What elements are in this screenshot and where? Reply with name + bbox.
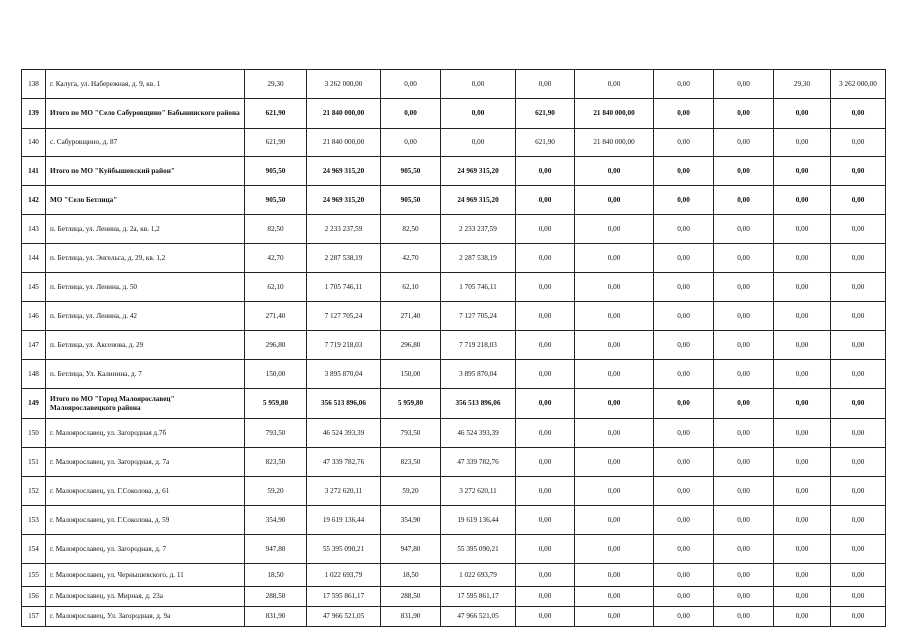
value-cell: 0,00 <box>441 99 516 129</box>
value-cell: 0,00 <box>654 99 714 129</box>
value-cell: 0,00 <box>774 477 831 506</box>
table-row <box>22 331 886 360</box>
value-cell: 19 619 136,44 <box>307 506 381 535</box>
value-cell: 2 287 538,19 <box>307 244 381 273</box>
value-cell: 2 233 237,59 <box>441 215 516 244</box>
value-cell: 0,00 <box>516 477 575 506</box>
value-cell: 0,00 <box>654 331 714 360</box>
value-cell: 29,30 <box>774 70 831 99</box>
value-cell: 24 969 315,20 <box>307 157 381 186</box>
value-cell: 0,00 <box>774 587 831 607</box>
table-row <box>22 419 886 448</box>
value-cell: 271,40 <box>381 302 441 331</box>
value-cell: 0,00 <box>774 186 831 215</box>
row-number-cell: 144 <box>22 244 46 273</box>
address-cell: п. Бетлица, ул. Ленина, д. 42 <box>46 302 245 331</box>
row-number-cell: 138 <box>22 70 46 99</box>
value-cell: 47 339 782,76 <box>307 448 381 477</box>
address-cell: г. Малоярославец, ул. Чернышевского, д. 11 <box>46 564 245 587</box>
value-cell: 0,00 <box>774 331 831 360</box>
value-cell: 0,00 <box>774 389 831 419</box>
value-cell: 0,00 <box>516 564 575 587</box>
value-cell: 621,90 <box>245 129 307 157</box>
value-cell: 0,00 <box>516 506 575 535</box>
value-cell: 0,00 <box>714 99 774 129</box>
value-cell: 905,50 <box>245 157 307 186</box>
value-cell: 0,00 <box>516 70 575 99</box>
value-cell: 2 233 237,59 <box>307 215 381 244</box>
address-cell: Итого по МО "Город Малоярославец" Малоярославецкого района <box>46 389 245 419</box>
value-cell: 0,00 <box>654 70 714 99</box>
value-cell: 0,00 <box>654 477 714 506</box>
value-cell: 0,00 <box>516 244 575 273</box>
value-cell: 0,00 <box>774 302 831 331</box>
row-number-cell: 148 <box>22 360 46 389</box>
value-cell: 0,00 <box>575 506 654 535</box>
value-cell: 62,10 <box>245 273 307 302</box>
row-number-cell: 157 <box>22 607 46 627</box>
value-cell: 0,00 <box>714 564 774 587</box>
value-cell: 0,00 <box>831 389 886 419</box>
value-cell: 21 840 000,00 <box>575 99 654 129</box>
value-cell: 0,00 <box>714 129 774 157</box>
table-row <box>22 244 886 273</box>
value-cell: 0,00 <box>831 99 886 129</box>
table-row <box>22 273 886 302</box>
value-cell: 831,90 <box>381 607 441 627</box>
value-cell: 0,00 <box>714 448 774 477</box>
value-cell: 0,00 <box>575 157 654 186</box>
table-row <box>22 215 886 244</box>
value-cell: 0,00 <box>831 273 886 302</box>
row-number-cell: 142 <box>22 186 46 215</box>
address-cell: МО "Село Бетлица" <box>46 186 245 215</box>
row-number-cell: 154 <box>22 535 46 564</box>
value-cell: 42,70 <box>245 244 307 273</box>
table-row <box>22 129 886 157</box>
value-cell: 0,00 <box>575 419 654 448</box>
row-number-cell: 146 <box>22 302 46 331</box>
value-cell: 0,00 <box>516 535 575 564</box>
value-cell: 0,00 <box>831 129 886 157</box>
value-cell: 288,50 <box>245 587 307 607</box>
value-cell: 0,00 <box>831 360 886 389</box>
value-cell: 7 719 218,03 <box>307 331 381 360</box>
value-cell: 0,00 <box>654 244 714 273</box>
address-cell: г. Малоярославец, ул. Загородная, д. 7 <box>46 535 245 564</box>
value-cell: 0,00 <box>714 587 774 607</box>
value-cell: 0,00 <box>516 273 575 302</box>
value-cell: 0,00 <box>575 389 654 419</box>
value-cell: 59,20 <box>245 477 307 506</box>
value-cell: 621,90 <box>516 129 575 157</box>
value-cell: 354,90 <box>245 506 307 535</box>
table-row <box>22 607 886 627</box>
value-cell: 0,00 <box>714 389 774 419</box>
value-cell: 0,00 <box>774 564 831 587</box>
value-cell: 82,50 <box>245 215 307 244</box>
table-row <box>22 477 886 506</box>
value-cell: 793,50 <box>381 419 441 448</box>
value-cell: 0,00 <box>654 564 714 587</box>
value-cell: 0,00 <box>831 186 886 215</box>
value-cell: 296,80 <box>245 331 307 360</box>
value-cell: 0,00 <box>575 360 654 389</box>
value-cell: 0,00 <box>516 186 575 215</box>
value-cell: 3 272 620,11 <box>441 477 516 506</box>
value-cell: 356 513 896,06 <box>441 389 516 419</box>
address-cell: п. Бетлица, ул. Энгельса, д. 29, кв. 1,2 <box>46 244 245 273</box>
value-cell: 0,00 <box>654 129 714 157</box>
row-number-cell: 147 <box>22 331 46 360</box>
value-cell: 0,00 <box>516 448 575 477</box>
address-cell: г. Малоярославец, ул. Г.Соколова, д. 59 <box>46 506 245 535</box>
address-cell: Итого по МО "Куйбышевский район" <box>46 157 245 186</box>
value-cell: 0,00 <box>575 186 654 215</box>
value-cell: 0,00 <box>654 157 714 186</box>
value-cell: 0,00 <box>516 419 575 448</box>
value-cell: 621,90 <box>516 99 575 129</box>
table-row <box>22 186 886 215</box>
value-cell: 793,50 <box>245 419 307 448</box>
value-cell: 24 969 315,20 <box>441 186 516 215</box>
row-number-cell: 152 <box>22 477 46 506</box>
row-number-cell: 155 <box>22 564 46 587</box>
value-cell: 0,00 <box>714 477 774 506</box>
value-cell: 21 840 000,00 <box>575 129 654 157</box>
value-cell: 0,00 <box>831 302 886 331</box>
value-cell: 2 287 538,19 <box>441 244 516 273</box>
value-cell: 150,00 <box>245 360 307 389</box>
value-cell: 0,00 <box>654 535 714 564</box>
value-cell: 0,00 <box>714 273 774 302</box>
address-cell: г. Малоярославец, ул. Мирная, д. 23а <box>46 587 245 607</box>
value-cell: 0,00 <box>654 419 714 448</box>
value-cell: 905,50 <box>245 186 307 215</box>
value-cell: 0,00 <box>575 448 654 477</box>
value-cell: 0,00 <box>831 448 886 477</box>
address-cell: г. Малоярославец, Ул. Загородная, д. 9а <box>46 607 245 627</box>
table-row <box>22 448 886 477</box>
value-cell: 59,20 <box>381 477 441 506</box>
row-number-cell: 149 <box>22 389 46 419</box>
value-cell: 0,00 <box>441 129 516 157</box>
table-row <box>22 564 886 587</box>
value-cell: 47 966 521,05 <box>441 607 516 627</box>
row-number-cell: 153 <box>22 506 46 535</box>
value-cell: 905,50 <box>381 157 441 186</box>
value-cell: 0,00 <box>774 157 831 186</box>
value-cell: 0,00 <box>714 535 774 564</box>
value-cell: 0,00 <box>654 506 714 535</box>
value-cell: 0,00 <box>774 360 831 389</box>
row-number-cell: 143 <box>22 215 46 244</box>
row-number-cell: 140 <box>22 129 46 157</box>
value-cell: 0,00 <box>774 129 831 157</box>
address-cell: г. Малоярославец, ул. Г.Соколова, д. 61 <box>46 477 245 506</box>
value-cell: 150,00 <box>381 360 441 389</box>
value-cell: 823,50 <box>381 448 441 477</box>
value-cell: 55 395 090,21 <box>441 535 516 564</box>
value-cell: 0,00 <box>714 186 774 215</box>
value-cell: 62,10 <box>381 273 441 302</box>
value-cell: 0,00 <box>774 419 831 448</box>
value-cell: 0,00 <box>654 302 714 331</box>
value-cell: 0,00 <box>516 587 575 607</box>
value-cell: 0,00 <box>575 331 654 360</box>
row-number-cell: 156 <box>22 587 46 607</box>
value-cell: 1 022 693,79 <box>307 564 381 587</box>
value-cell: 0,00 <box>831 535 886 564</box>
value-cell: 0,00 <box>575 607 654 627</box>
data-table <box>21 69 886 627</box>
value-cell: 0,00 <box>575 273 654 302</box>
value-cell: 0,00 <box>381 99 441 129</box>
table-row <box>22 360 886 389</box>
value-cell: 18,50 <box>245 564 307 587</box>
value-cell: 947,80 <box>245 535 307 564</box>
table-row <box>22 535 886 564</box>
value-cell: 21 840 000,00 <box>307 99 381 129</box>
value-cell: 24 969 315,20 <box>441 157 516 186</box>
value-cell: 0,00 <box>516 157 575 186</box>
value-cell: 0,00 <box>831 419 886 448</box>
value-cell: 621,90 <box>245 99 307 129</box>
value-cell: 17 595 861,17 <box>441 587 516 607</box>
address-cell: п. Бетлица, ул. Аксенова, д. 29 <box>46 331 245 360</box>
value-cell: 0,00 <box>516 389 575 419</box>
value-cell: 0,00 <box>831 607 886 627</box>
value-cell: 0,00 <box>654 587 714 607</box>
value-cell: 0,00 <box>575 564 654 587</box>
value-cell: 0,00 <box>774 244 831 273</box>
value-cell: 47 339 782,76 <box>441 448 516 477</box>
value-cell: 0,00 <box>831 215 886 244</box>
value-cell: 46 524 393,39 <box>441 419 516 448</box>
value-cell: 271,40 <box>245 302 307 331</box>
value-cell: 21 840 000,00 <box>307 129 381 157</box>
row-number-cell: 139 <box>22 99 46 129</box>
value-cell: 831,90 <box>245 607 307 627</box>
value-cell: 0,00 <box>575 70 654 99</box>
value-cell: 5 959,80 <box>381 389 441 419</box>
address-cell: г. Малоярославец, ул. Загородная, д. 7а <box>46 448 245 477</box>
value-cell: 3 262 000,00 <box>831 70 886 99</box>
value-cell: 356 513 896,06 <box>307 389 381 419</box>
address-cell: п. Бетлица, ул. Ленина, д. 2а, кв. 1,2 <box>46 215 245 244</box>
value-cell: 0,00 <box>831 244 886 273</box>
value-cell: 905,50 <box>381 186 441 215</box>
value-cell: 0,00 <box>654 360 714 389</box>
value-cell: 46 524 393,39 <box>307 419 381 448</box>
value-cell: 24 969 315,20 <box>307 186 381 215</box>
value-cell: 29,30 <box>245 70 307 99</box>
table-row <box>22 157 886 186</box>
value-cell: 3 272 620,11 <box>307 477 381 506</box>
table-row <box>22 302 886 331</box>
table-body <box>22 70 886 627</box>
value-cell: 0,00 <box>654 186 714 215</box>
value-cell: 288,50 <box>381 587 441 607</box>
value-cell: 19 619 136,44 <box>441 506 516 535</box>
value-cell: 823,50 <box>245 448 307 477</box>
value-cell: 0,00 <box>831 157 886 186</box>
value-cell: 1 705 746,11 <box>307 273 381 302</box>
value-cell: 0,00 <box>714 360 774 389</box>
address-cell: Итого по МО "Село Сабуровщино" Бабынинского района <box>46 99 245 129</box>
value-cell: 17 595 861,17 <box>307 587 381 607</box>
value-cell: 0,00 <box>831 564 886 587</box>
table-row <box>22 506 886 535</box>
table-row <box>22 70 886 99</box>
row-number-cell: 145 <box>22 273 46 302</box>
value-cell: 354,90 <box>381 506 441 535</box>
value-cell: 3 895 870,04 <box>441 360 516 389</box>
value-cell: 1 705 746,11 <box>441 273 516 302</box>
value-cell: 0,00 <box>575 587 654 607</box>
value-cell: 0,00 <box>654 607 714 627</box>
value-cell: 0,00 <box>714 215 774 244</box>
table-row <box>22 99 886 129</box>
table-row <box>22 587 886 607</box>
value-cell: 0,00 <box>774 99 831 129</box>
value-cell: 0,00 <box>714 70 774 99</box>
value-cell: 0,00 <box>774 215 831 244</box>
value-cell: 0,00 <box>441 70 516 99</box>
address-cell: г. Калуга, ул. Набережная, д. 9, кв. 1 <box>46 70 245 99</box>
row-number-cell: 141 <box>22 157 46 186</box>
address-cell: п. Бетлица, Ул. Калинина, д. 7 <box>46 360 245 389</box>
value-cell: 0,00 <box>774 273 831 302</box>
value-cell: 5 959,80 <box>245 389 307 419</box>
value-cell: 0,00 <box>831 587 886 607</box>
value-cell: 0,00 <box>516 607 575 627</box>
value-cell: 0,00 <box>714 331 774 360</box>
address-cell: г. Малоярославец, ул. Загородная д.7б <box>46 419 245 448</box>
value-cell: 0,00 <box>575 535 654 564</box>
value-cell: 0,00 <box>714 607 774 627</box>
value-cell: 7 719 218,03 <box>441 331 516 360</box>
value-cell: 0,00 <box>654 448 714 477</box>
value-cell: 0,00 <box>831 331 886 360</box>
row-number-cell: 151 <box>22 448 46 477</box>
value-cell: 42,70 <box>381 244 441 273</box>
value-cell: 0,00 <box>575 477 654 506</box>
table-row <box>22 389 886 419</box>
value-cell: 7 127 705,24 <box>441 302 516 331</box>
value-cell: 0,00 <box>714 244 774 273</box>
value-cell: 3 262 000,00 <box>307 70 381 99</box>
value-cell: 0,00 <box>381 129 441 157</box>
value-cell: 18,50 <box>381 564 441 587</box>
value-cell: 0,00 <box>575 215 654 244</box>
value-cell: 55 395 090,21 <box>307 535 381 564</box>
value-cell: 1 022 693,79 <box>441 564 516 587</box>
value-cell: 947,80 <box>381 535 441 564</box>
value-cell: 0,00 <box>831 477 886 506</box>
value-cell: 0,00 <box>774 506 831 535</box>
value-cell: 0,00 <box>381 70 441 99</box>
value-cell: 0,00 <box>831 506 886 535</box>
value-cell: 296,80 <box>381 331 441 360</box>
address-cell: с. Сабуровщино, д. 87 <box>46 129 245 157</box>
value-cell: 0,00 <box>774 535 831 564</box>
value-cell: 0,00 <box>774 448 831 477</box>
row-number-cell: 150 <box>22 419 46 448</box>
address-cell: п. Бетлица, ул. Ленина, д. 50 <box>46 273 245 302</box>
value-cell: 0,00 <box>516 302 575 331</box>
value-cell: 0,00 <box>516 360 575 389</box>
value-cell: 0,00 <box>774 607 831 627</box>
value-cell: 7 127 705,24 <box>307 302 381 331</box>
value-cell: 0,00 <box>714 506 774 535</box>
value-cell: 0,00 <box>575 244 654 273</box>
value-cell: 0,00 <box>714 419 774 448</box>
value-cell: 0,00 <box>575 302 654 331</box>
value-cell: 82,50 <box>381 215 441 244</box>
value-cell: 47 966 521,05 <box>307 607 381 627</box>
value-cell: 0,00 <box>714 157 774 186</box>
value-cell: 3 895 870,04 <box>307 360 381 389</box>
value-cell: 0,00 <box>516 331 575 360</box>
value-cell: 0,00 <box>654 389 714 419</box>
value-cell: 0,00 <box>654 273 714 302</box>
value-cell: 0,00 <box>654 215 714 244</box>
value-cell: 0,00 <box>516 215 575 244</box>
value-cell: 0,00 <box>714 302 774 331</box>
